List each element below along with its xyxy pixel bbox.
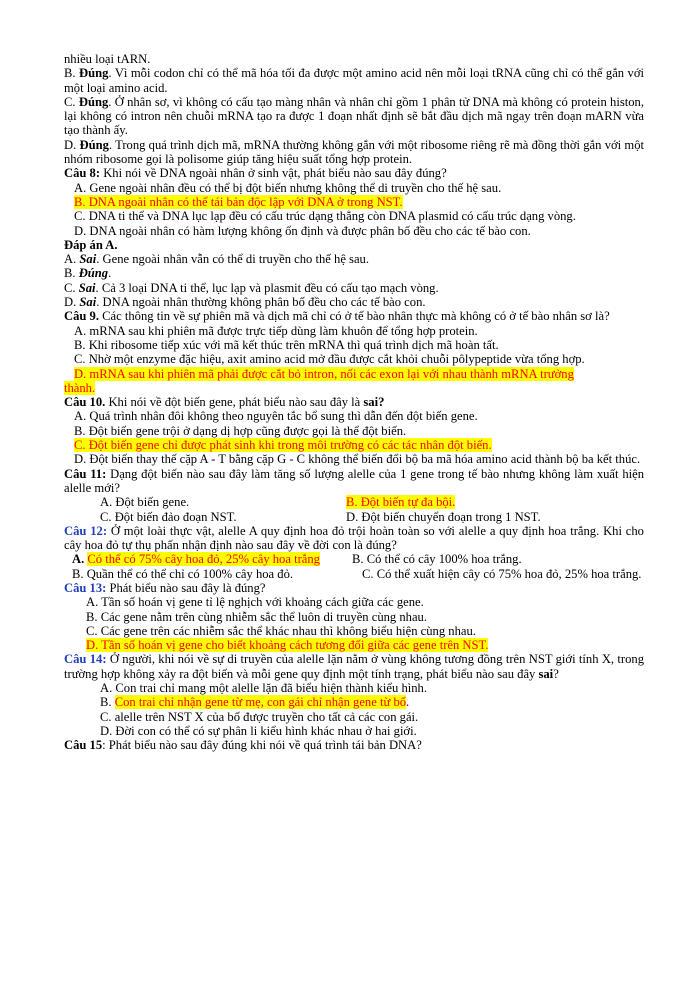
explanation-b: B. Đúng. Vì mỗi codon chỉ có thể mã hóa tối đa được một amino acid nên mỗi loại tRNA cũng chỉ có thể gắn với một loại amino acid. bbox=[64, 66, 644, 95]
option-a: A. Tần số hoán vị gene tỉ lệ nghịch với khoảng cách giữa các gene. bbox=[86, 595, 424, 610]
question-15: Câu 15: Phát biểu nào sau đây đúng khi nói về quá trình tái bản DNA? bbox=[64, 738, 422, 753]
option-d: D. DNA ngoài nhân có hàm lượng không ổn định và được phân bố đều cho các tế bào con. bbox=[74, 223, 531, 238]
option-c: B. Quần thể có thể chỉ có 100% cây hoa đỏ. bbox=[72, 566, 294, 581]
option-b: B. Con trai chỉ nhận gene từ mẹ, con gái chỉ nhận gene từ bố. bbox=[100, 695, 410, 710]
question-8: Câu 8: Khi nói về DNA ngoài nhân ở sinh vật, phát biểu nào sau đây đúng? bbox=[64, 166, 447, 181]
option-a: A. Gene ngoài nhân đều có thể bị đột biến nhưng không thể di truyền cho thế hệ sau. bbox=[74, 180, 502, 195]
highlighted-answer: C. Đột biến gene chỉ được phát sinh khi trong môi trường có các tác nhân đột biến. bbox=[74, 438, 492, 453]
answer-line: Đáp án A. bbox=[64, 237, 118, 252]
option-a: A. Quá trình nhân đôi không theo nguyên tắc bổ sung thì dẫn đến đột biến gene. bbox=[74, 409, 478, 424]
option-b bbox=[346, 495, 644, 509]
options-row-1 bbox=[64, 495, 644, 509]
option-d bbox=[64, 367, 644, 381]
highlighted-answer-cont: thành. bbox=[64, 380, 96, 395]
highlighted-answer: Con trai chỉ nhận gene từ mẹ, con gái chỉ nhận gene từ bố bbox=[114, 695, 407, 710]
text-line: nhiều loại tARN. bbox=[64, 52, 151, 66]
option-c: C. Các gene trên các nhiễm sắc thể khác nhau thì không biểu hiện cùng nhau. bbox=[86, 623, 476, 638]
options-row-1 bbox=[64, 552, 644, 566]
options-row-2 bbox=[64, 510, 644, 524]
option-a: A. Có thể có 75% cây hoa đỏ, 25% cây hoa trắng bbox=[72, 552, 320, 567]
explanation-d: D. Đúng. Trong quá trình dịch mã, mRNA thường không gắn với một ribosome riêng rẽ mà đồng thời gắn với một nhóm ribosome gọi là polisome giúp tăng hiệu suất tổng hợp protein. bbox=[64, 137, 644, 167]
explanation-d: D. Sai. DNA ngoài nhân thường không phân bố đều cho các tế bào con. bbox=[64, 295, 426, 310]
option-d: D. Đời con có thể có sự phân li kiểu hình khác nhau ở hai giới. bbox=[100, 723, 417, 738]
options-row-2 bbox=[64, 567, 644, 581]
highlighted-answer: B. Đột biến tự đa bội. bbox=[346, 495, 456, 510]
option-a: A. Con trai chỉ mang một alelle lặn đã biểu hiện thành kiểu hình. bbox=[100, 681, 428, 696]
option-d bbox=[64, 638, 644, 652]
explanation-a: A. Sai. Gene ngoài nhân vẫn có thể di truyền cho thế hệ sau. bbox=[64, 252, 369, 267]
option-c bbox=[64, 438, 644, 452]
question-12: Câu 12: Ở một loài thực vật, alelle A quy định hoa đỏ trội hoàn toàn so với alelle a quy định hoa trắng. Khi cho cây hoa đỏ tự thụ phấn nhận định nào sau đây về đời con là đúng? bbox=[64, 523, 644, 553]
document-page bbox=[64, 52, 644, 753]
highlighted-answer: D. Tần số hoán vị gene cho biết khoảng cách tương đối giữa các gene trên NST. bbox=[86, 638, 489, 653]
question-9: Câu 9. Các thông tin về sự phiên mã và dịch mã chỉ có ở tế bào nhân thực mà không có ở tế bào nhân sơ là? bbox=[64, 309, 610, 324]
option-d: C. Có thể xuất hiện cây có 75% hoa đỏ, 25% hoa trắng. bbox=[362, 566, 642, 581]
option-b: B. Có thể có cây 100% hoa trắng. bbox=[352, 552, 522, 567]
option-a: A. Đột biến gene. bbox=[100, 495, 190, 510]
explanation-c: C. Sai. Cả 3 loại DNA ti thể, lục lạp và plasmit đều có cấu tạo mạch vòng. bbox=[64, 280, 439, 295]
option-d-cont bbox=[64, 381, 644, 395]
question-14: Câu 14: Ở người, khi nói về sự di truyền của alelle lặn nằm ở vùng không tương đồng trên NST giới tính X, trong trường hợp không xảy ra đột biến và mỗi gene quy định một tính trạng, phát biểu nào sau đây sai? bbox=[64, 652, 644, 681]
highlighted-answer: D. mRNA sau khi phiên mã phải được cắt bỏ intron, nối các exon lại với nhau thành mRNA trưởng bbox=[74, 366, 574, 381]
question-11: Câu 11: Dạng đột biến nào sau đây làm tăng số lượng alelle của 1 gene trong tế bào nhưng không làm xuất hiện alelle mới? bbox=[64, 466, 644, 495]
option-c: C. alelle trên NST X của bố được truyền cho tất cả các con gái. bbox=[100, 709, 419, 724]
option-c: C. Nhờ một enzyme đặc hiệu, axit amino acid mở đầu được cắt khỏi chuỗi pôlypeptide vừa tổng hợp. bbox=[74, 352, 585, 367]
option-b: B. Các gene nằm trên cùng nhiễm sắc thể luôn di truyền cùng nhau. bbox=[86, 609, 427, 624]
highlighted-answer: Có thể có 75% cây hoa đỏ, 25% cây hoa trắng bbox=[87, 552, 320, 567]
option-b: B. Đột biến gene trội ở dạng dị hợp cũng được gọi là thể đột biến. bbox=[74, 423, 407, 438]
question-10: Câu 10. Khi nói về đột biến gene, phát biểu nào sau đây là sai? bbox=[64, 395, 385, 410]
option-d: D. Đột biến thay thế cặp A - T bằng cặp G - C không thể biến đổi bộ ba mã hóa amino acid thành bộ ba kết thúc. bbox=[74, 452, 641, 467]
explanation-c: C. Đúng. Ở nhân sơ, vì không có cấu tạo màng nhân và nhân chỉ gồm 1 phân tử DNA mà không có protein histon, lại không có intron nên chuỗi mRNA tạo ra được 1 đoạn nhất định sẽ bắt đầu dịch mã ngay trên đoạn mARN vừa tạo thành ấy. bbox=[64, 94, 644, 138]
highlighted-answer: B. DNA ngoài nhân có thể tái bản độc lập với DNA ở trong NST. bbox=[74, 194, 403, 209]
option-a: A. mRNA sau khi phiên mã được trực tiếp dùng làm khuôn để tổng hợp protein. bbox=[74, 323, 478, 338]
option-c: C. Đột biến đảo đoạn NST. bbox=[100, 509, 237, 524]
option-b: B. Khi ribosome tiếp xúc với mã kết thúc trên mRNA thì quá trình dịch mã hoàn tất. bbox=[74, 337, 499, 352]
option-c: C. DNA ti thể và DNA lục lạp đều có cấu trúc dạng thẳng còn DNA plasmid có cấu trúc dạng vòng. bbox=[74, 209, 576, 224]
explanation-b: B. Đúng. bbox=[64, 266, 112, 281]
option-d: D. Đột biến chuyển đoạn trong 1 NST. bbox=[346, 509, 541, 524]
question-13: Câu 13: Phát biểu nào sau đây là đúng? bbox=[64, 580, 266, 595]
option-b bbox=[64, 195, 644, 209]
